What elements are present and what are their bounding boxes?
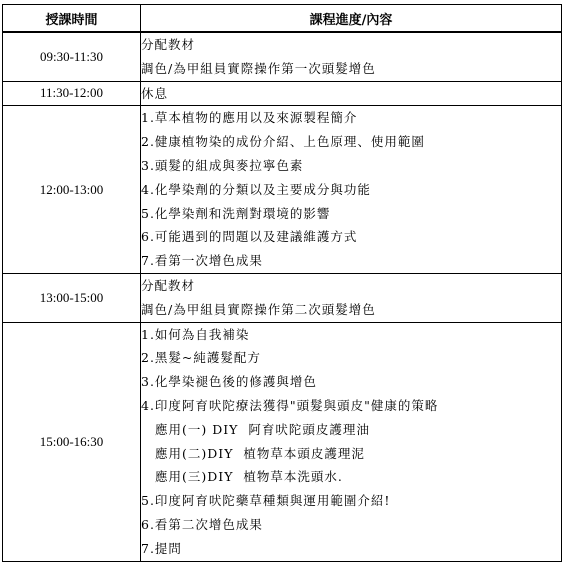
content-line: 2.健康植物染的成份介紹、上色原理、使用範圍 xyxy=(141,134,425,150)
session-content xyxy=(141,322,562,561)
content-line: 5.印度阿育吠陀藥草種類與運用範圍介紹! xyxy=(141,493,391,509)
session-content xyxy=(141,106,562,274)
schedule-document xyxy=(2,4,562,562)
content-line: 1.草本植物的應用以及來源製程簡介 xyxy=(141,110,358,126)
content-line: 4.印度阿育吠陀療法獲得"頭髮與頭皮"健康的策略 xyxy=(141,397,439,413)
content-line: 分配教材 xyxy=(141,37,196,52)
content-line: 6.看第二次增色成果 xyxy=(141,516,263,532)
content-line: 分配教材 xyxy=(141,277,196,293)
schedule-row xyxy=(3,81,562,106)
content-line: 調色/為甲組員實際操作第二次頭髮增色 xyxy=(141,301,376,317)
session-content xyxy=(141,81,562,106)
content-line: 7.提問 xyxy=(141,540,182,556)
header-row xyxy=(3,5,562,33)
content-line: 3.頭髮的組成與麥拉寧色素 xyxy=(141,157,304,173)
session-time: 15:00-16:30 xyxy=(3,322,141,561)
schedule-row xyxy=(3,32,562,81)
session-content xyxy=(141,273,562,322)
content-line: 5.化學染劑和洗劑對環境的影響 xyxy=(141,205,331,221)
content-subline: 應用(三)DIY 植物草本洗頭水. xyxy=(155,469,343,485)
content-line: 調色/為甲組員實際操作第一次頭髮增色 xyxy=(141,60,376,76)
schedule-table xyxy=(2,4,562,562)
content-column-header: 課程進度/內容 xyxy=(141,5,562,33)
schedule-row xyxy=(3,106,562,274)
content-line: 4.化學染劑的分類以及主要成分與功能 xyxy=(141,181,371,197)
content-line: 休息 xyxy=(141,85,169,101)
session-time: 09:30-11:30 xyxy=(3,32,141,81)
content-subline: 應用(二)DIY 植物草本頭皮護理泥 xyxy=(155,445,365,461)
session-time: 11:30-12:00 xyxy=(3,81,141,106)
session-time: 12:00-13:00 xyxy=(3,106,141,274)
content-line: 6.可能遇到的問題以及建議維護方式 xyxy=(141,229,358,245)
time-column-header: 授課時間 xyxy=(3,5,141,33)
content-subline: 應用(一) DIY 阿育吠陀頭皮護理油 xyxy=(155,421,370,437)
schedule-row xyxy=(3,322,562,561)
content-line: 2.黑髮~純護髮配方 xyxy=(141,350,261,366)
session-time: 13:00-15:00 xyxy=(3,273,141,322)
session-content xyxy=(141,32,562,81)
content-line: 1.如何為自我補染 xyxy=(141,326,250,342)
content-line: 3.化學染褪色後的修護與增色 xyxy=(141,374,317,390)
schedule-row xyxy=(3,273,562,322)
content-line: 7.看第一次增色成果 xyxy=(141,253,263,269)
